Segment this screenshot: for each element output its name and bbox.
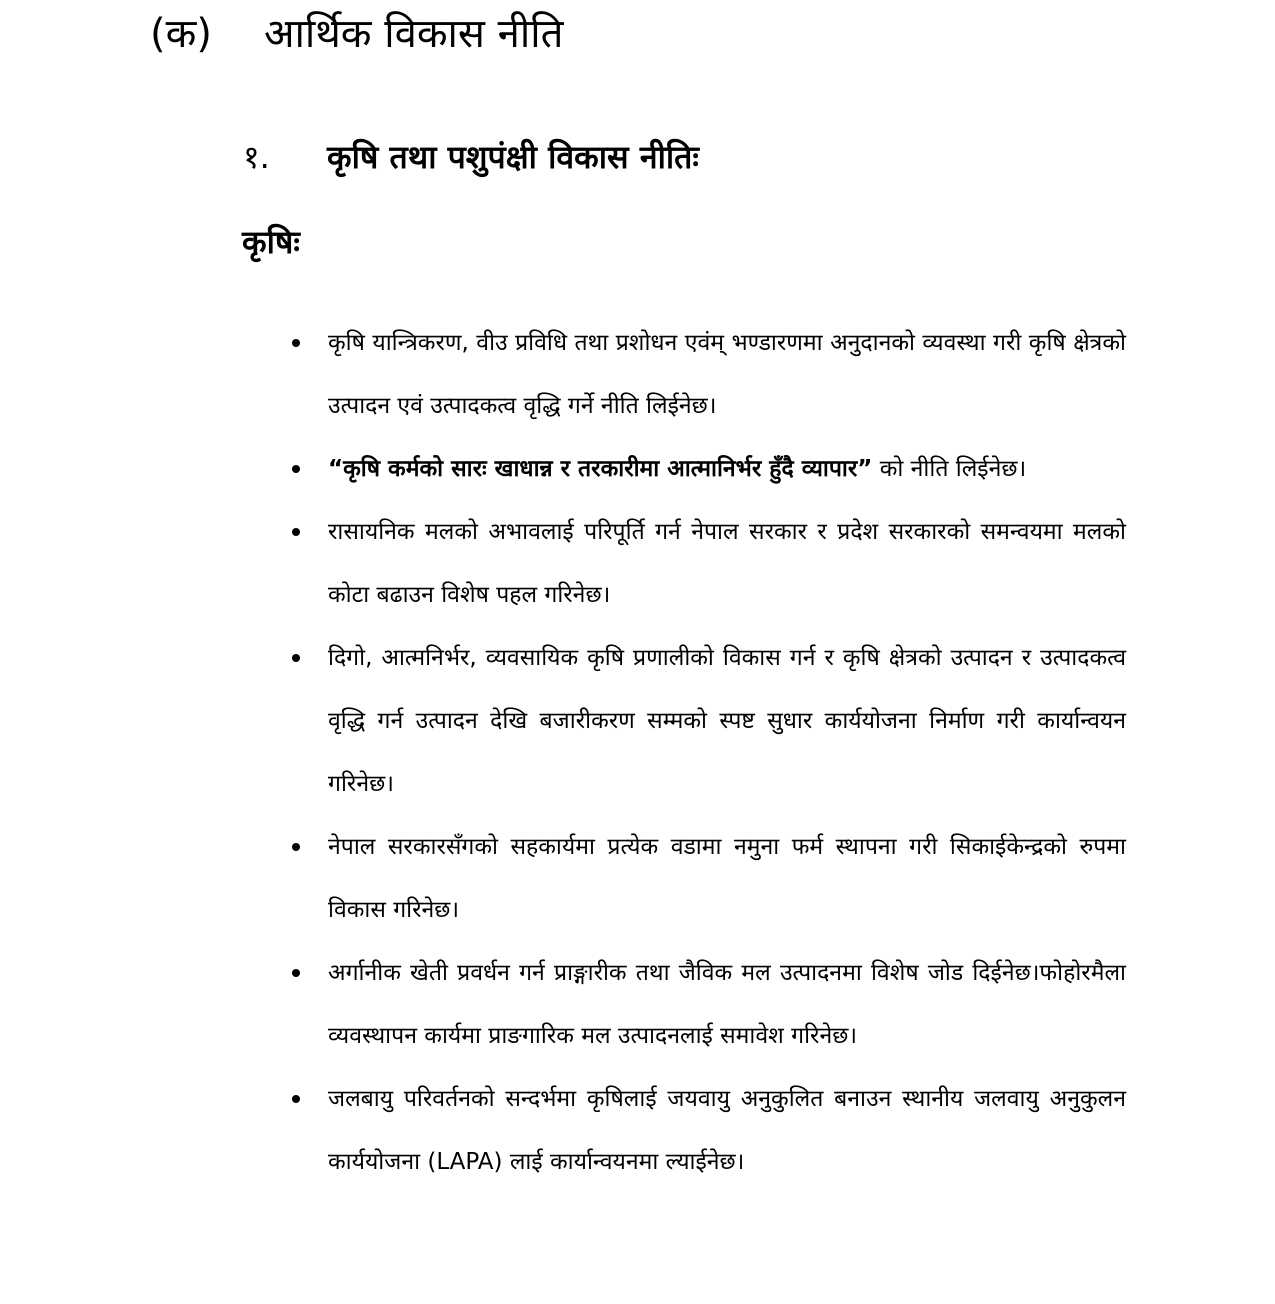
bullet-text: दिगो, आत्मनिर्भर, व्यवसायिक कृषि प्रणालीको विकास गर्न र कृषि क्षेत्रको उत्पादन र उत्पादकत्व वृद्धि गर्न उत्पादन देखि बजारीकरण सम्मको स्पष्ट सुधार कार्ययोजना निर्माण गरी कार्यान्वयन गरिनेछ। <box>328 645 1126 797</box>
bullet-text: नेपाल सरकारसँगको सहकार्यमा प्रत्येक वडामा नमुना फर्म स्थापना गरी सिकाईकेन्द्रको रुपमा विकास गरिनेछ। <box>328 834 1126 923</box>
bullet-dot-icon <box>292 465 300 473</box>
bullet-item <box>286 1068 1126 1194</box>
bullet-dot-icon <box>292 528 300 536</box>
main-heading-number: (क) <box>150 11 212 57</box>
bullet-dot-icon <box>292 339 300 347</box>
bullet-list <box>286 312 1126 1194</box>
sub-heading-number: १. <box>243 138 270 176</box>
bullet-text: को नीति लिईनेछ। <box>879 456 1027 482</box>
bullet-item <box>286 438 1126 501</box>
main-heading-title: आर्थिक विकास नीति <box>264 11 564 57</box>
main-heading <box>150 6 563 62</box>
bullet-item <box>286 312 1126 438</box>
bullet-item <box>286 816 1126 942</box>
sub-heading-title: कृषि तथा पशुपंक्षी विकास नीतिः <box>327 138 699 176</box>
bullet-text: अर्गानीक खेती प्रवर्धन गर्न प्राङ्गारीक तथा जैविक मल उत्पादनमा विशेष जोड दिईनेछ।फोहोरमैला व्यवस्थापन कार्यमा प्राङगारिक मल उत्पादनलाई समावेश गरिनेछ। <box>328 960 1126 1049</box>
bullet-text: रासायनिक मलको अभावलाई परिपूर्ति गर्न नेपाल सरकार र प्रदेश सरकारको समन्वयमा मलको कोटा बढाउन विशेष पहल गरिनेछ। <box>328 519 1126 608</box>
bullet-dot-icon <box>292 969 300 977</box>
bullet-item <box>286 627 1126 816</box>
bullet-dot-icon <box>292 843 300 851</box>
section-label: कृषिः <box>242 223 300 261</box>
bullet-text: कृषि यान्त्रिकरण, वीउ प्रविधि तथा प्रशोधन एवंम् भण्डारणमा अनुदानको व्यवस्था गरी कृषि क्षेत्रको उत्पादन एवं उत्पादकत्व वृद्धि गर्ने नीति लिईनेछ। <box>328 330 1126 419</box>
sub-heading <box>243 133 699 181</box>
bullet-item <box>286 942 1126 1068</box>
bullet-dot-icon <box>292 654 300 662</box>
bullet-item <box>286 501 1126 627</box>
bullet-text: जलबायु परिवर्तनको सन्दर्भमा कृषिलाई जयवायु अनुकुलित बनाउन स्थानीय जलवायु अनुकुलन कार्ययोजना (LAPA) लाई कार्यान्वयनमा ल्याईनेछ। <box>328 1086 1126 1175</box>
bullet-dot-icon <box>292 1095 300 1103</box>
bullet-bold-quote: “कृषि कर्मको सारः खाधान्न र तरकारीमा आत्मानिर्भर हुँदै व्यापार” <box>328 456 873 482</box>
